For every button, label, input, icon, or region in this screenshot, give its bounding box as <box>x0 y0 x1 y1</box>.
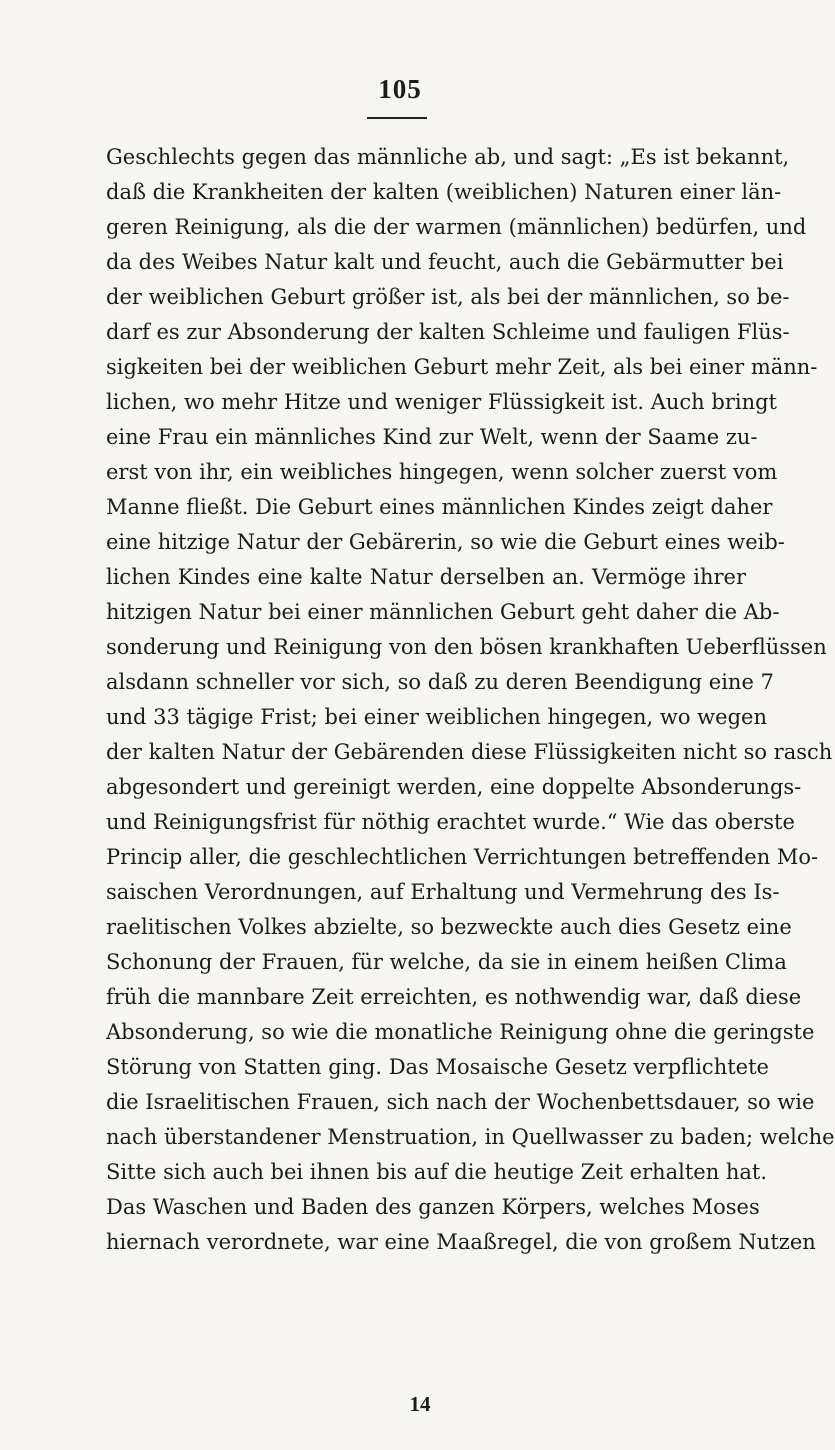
text-line: hitzigen Natur bei einer männlichen Geburt geht daher die Ab- <box>106 600 780 624</box>
signature-mark: 14 <box>409 1392 431 1416</box>
text-line: Sitte sich auch bei ihnen bis auf die heutige Zeit erhalten hat. <box>106 1160 768 1184</box>
text-line: Absonderung, so wie die monatliche Reinigung ohne die geringste <box>106 1020 815 1044</box>
text-line: und Reinigungsfrist für nöthig erachtet wurde.“ Wie das oberste <box>106 810 795 834</box>
text-line: abgesondert und gereinigt werden, eine doppelte Absonderungs- <box>106 775 802 799</box>
text-line: Manne fließt. Die Geburt eines männlichen Kindes zeigt daher <box>106 495 773 519</box>
text-line: Geschlechts gegen das männliche ab, und sagt: „Es ist bekannt, <box>106 145 790 169</box>
text-line: hiernach verordnete, war eine Maaßregel, die von großem Nutzen <box>106 1230 816 1254</box>
text-line: eine Frau ein männliches Kind zur Welt, wenn der Saame zu- <box>106 425 758 449</box>
text-line: erst von ihr, ein weibliches hingegen, wenn solcher zuerst vom <box>106 460 778 484</box>
text-line: die Israelitischen Frauen, sich nach der Wochenbettsdauer, so wie <box>106 1090 815 1114</box>
page-number: 105 <box>378 74 422 104</box>
text-line: sigkeiten bei der weiblichen Geburt mehr Zeit, als bei einer männ- <box>106 355 818 379</box>
text-line: eine hitzige Natur der Gebärerin, so wie die Geburt eines weib- <box>106 530 785 554</box>
text-line: Princip aller, die geschlechtlichen Verrichtungen betreffenden Mo- <box>106 845 819 869</box>
text-line: Das Waschen und Baden des ganzen Körpers, welches Moses <box>106 1195 760 1219</box>
text-line: sonderung und Reinigung von den bösen krankhaften Ueberflüssen <box>106 635 827 659</box>
text-line: Schonung der Frauen, für welche, da sie in einem heißen Clima <box>106 950 787 974</box>
text-line: darf es zur Absonderung der kalten Schleime und fauligen Flüs- <box>106 320 790 344</box>
text-line: früh die mannbare Zeit erreichten, es nothwendig war, daß diese <box>106 985 802 1009</box>
text-line: und 33 tägige Frist; bei einer weiblichen hingegen, wo wegen <box>106 705 767 729</box>
text-line: lichen Kindes eine kalte Natur derselben an. Vermöge ihrer <box>106 565 746 589</box>
text-line: alsdann schneller vor sich, so daß zu deren Beendigung eine 7 <box>106 670 774 694</box>
text-line: daß die Krankheiten der kalten (weiblichen) Naturen einer län- <box>106 180 782 204</box>
text-line: geren Reinigung, als die der warmen (männlichen) bedürfen, und <box>106 215 807 239</box>
text-line: raelitischen Volkes abzielte, so bezweckte auch dies Gesetz eine <box>106 915 792 939</box>
text-line: da des Weibes Natur kalt und feucht, auch die Gebärmutter bei <box>106 250 784 274</box>
text-line: lichen, wo mehr Hitze und weniger Flüssigkeit ist. Auch bringt <box>106 390 777 414</box>
text-line: saischen Verordnungen, auf Erhaltung und Vermehrung des Is- <box>106 880 780 904</box>
text-line: nach überstandener Menstruation, in Quellwasser zu baden; welche <box>106 1125 835 1149</box>
text-line: Störung von Statten ging. Das Mosaische Gesetz verpflichtete <box>106 1055 769 1079</box>
text-line: der weiblichen Geburt größer ist, als bei der männlichen, so be- <box>106 285 790 309</box>
body-text <box>106 140 835 1260</box>
page-number-underline <box>367 117 427 119</box>
text-line: der kalten Natur der Gebärenden diese Flüssigkeiten nicht so rasch <box>106 740 833 764</box>
